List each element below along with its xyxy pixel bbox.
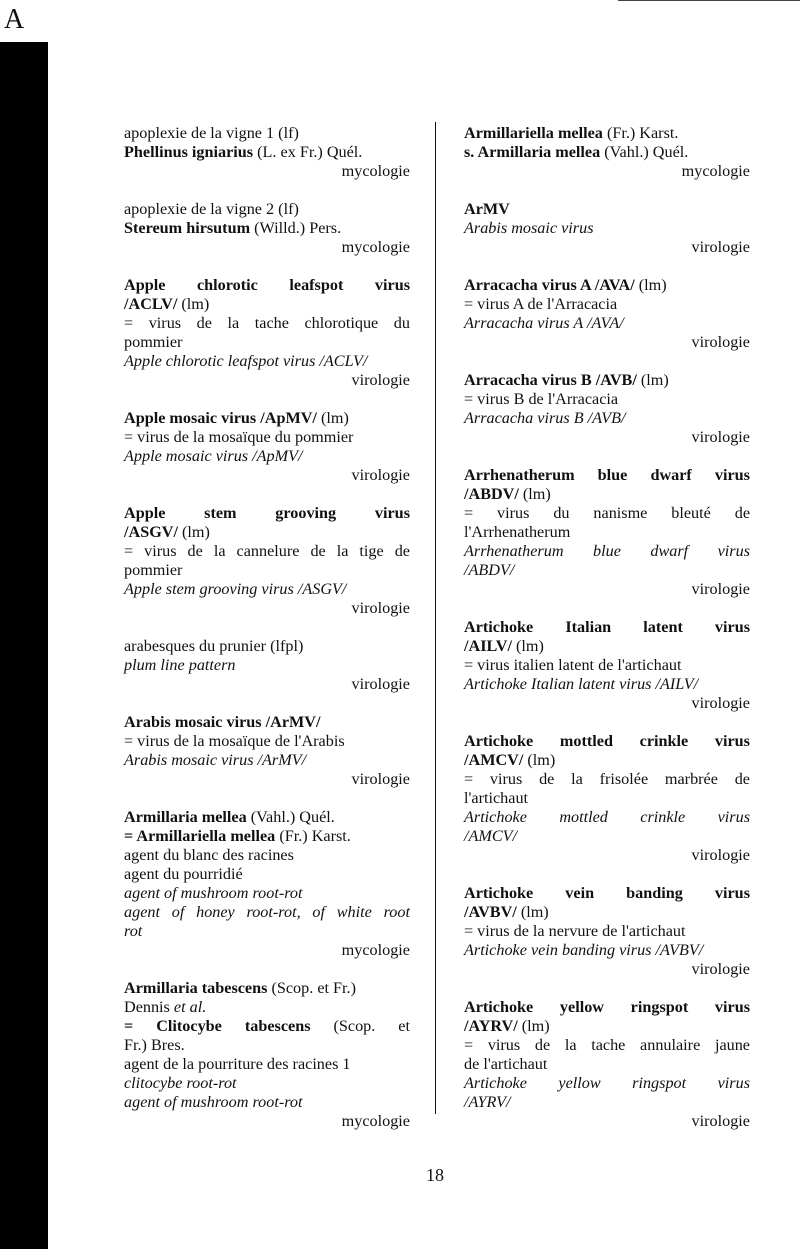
entry-line [124,143,410,162]
entry-line [124,1017,410,1036]
entry-line: Apple chlorotic leafspot virus [124,276,410,294]
glossary-entry [464,371,750,447]
term: = Armillariella mellea [124,827,276,845]
glossary-entry [124,504,410,618]
entry-line: = virus du nanisme bleuté de [464,504,750,522]
entry-line: /AYRV/ [464,1093,511,1111]
entry-text: (Scop. et [310,1017,410,1035]
domain-label: virologie [351,466,410,484]
entry-line [464,637,750,656]
term: s. Armillaria mellea [464,143,601,161]
domain-label: virologie [351,675,410,693]
entry-line [464,143,750,162]
entry-text: et al. [173,998,207,1016]
entry-text: (lm) [636,371,669,389]
entry-line [464,903,750,922]
entry-line: Artichoke vein banding virus /AVBV/ [464,941,704,959]
entry-line [464,1017,750,1036]
entry-text: (lm) [518,485,551,503]
entry-line [124,409,410,428]
entry-text: (Fr.) Karst. [602,124,679,142]
entry-line [124,827,410,846]
entry-line [464,485,750,504]
term: /AMCV/ [464,751,524,769]
glossary-entry [464,618,750,713]
entry-line [124,295,410,314]
entry-line: Arrhenatherum blue dwarf virus [464,542,750,560]
entry-line: /AMCV/ [464,827,518,845]
entry-line: = virus A de l'Arracacia [464,295,618,313]
entry-line: Apple stem grooving virus [124,504,410,522]
entry-text: (Vahl.) Quél. [600,143,689,161]
domain-label: virologie [691,960,750,978]
term: Armillaria tabescens [124,979,268,997]
entry-line: agent de la pourriture des racines 1 [124,1055,351,1073]
domain-label: virologie [691,846,750,864]
glossary-entry [464,124,750,181]
entry-line: pommier [124,333,183,351]
entry-line: Apple stem grooving virus /ASGV/ [124,580,347,598]
entry-line [124,219,410,238]
glossary-entry [464,200,750,257]
glossary-entry [464,884,750,979]
glossary-entry [124,200,410,257]
term: /ABDV/ [464,485,519,503]
entry-line: plum line pattern [124,656,236,674]
glossary-entry [124,637,410,694]
entry-line: Apple chlorotic leafspot virus /ACLV/ [124,352,368,370]
glossary-entry [124,713,410,789]
term: = Clitocybe tabescens [124,1017,311,1035]
left-column [124,124,410,1150]
entry-line: apoplexie de la vigne 1 (lf) [124,124,299,142]
entry-text: (lm) [316,409,349,427]
entry-line [124,808,410,827]
entry-line: = virus italien latent de l'artichaut [464,656,682,674]
section-letter: A [0,0,48,42]
glossary-entry [464,276,750,352]
domain-label: virologie [691,1112,750,1130]
page-number: 18 [426,1165,444,1185]
term: Arracacha virus A /AVA/ [464,276,635,294]
term: /ASGV/ [124,523,178,541]
entry-line: /ABDV/ [464,561,515,579]
entry-line [464,371,750,390]
domain-label: virologie [691,580,750,598]
entry-text: (L. ex Fr.) Quél. [253,143,363,161]
entry-text: (Fr.) Karst. [275,827,351,845]
domain-label: mycologie [341,238,410,256]
glossary-entry [464,732,750,865]
entry-text: (lm) [511,637,544,655]
entry-line: l'artichaut [464,789,529,807]
domain-label: virologie [691,694,750,712]
entry-text: (lm) [634,276,667,294]
entry-line: agent du pourridié [124,865,243,883]
entry-line: clitocybe root-rot [124,1074,237,1092]
entry-line: Arracacha virus B /AVB/ [464,409,626,427]
entry-line: rot [124,922,143,940]
entry-line: = virus de la nervure de l'artichaut [464,922,686,940]
domain-label: mycologie [341,1112,410,1130]
domain-label: mycologie [681,162,750,180]
glossary-entry [124,276,410,390]
entry-line: agent of mushroom root-rot [124,884,303,902]
entry-line: Fr.) Bres. [124,1036,185,1054]
glossary-entry [124,979,410,1131]
glossary-entry [464,466,750,599]
entry-line: de l'artichaut [464,1055,548,1073]
entry-line: Arabis mosaic virus /ArMV/ [124,713,321,731]
entry-text: (lm) [517,1017,550,1035]
domain-label: mycologie [341,162,410,180]
term: Stereum hirsutum [124,219,251,237]
glossary-entry [124,808,410,960]
entry-text: (Scop. et Fr.) [267,979,356,997]
entry-line: agent of honey root-rot, of white root [124,903,410,921]
domain-label: virologie [691,333,750,351]
term: /ACLV/ [124,295,178,313]
thumb-index-bar [0,42,48,1249]
entry-line: Apple mosaic virus /ApMV/ [124,447,303,465]
entry-line: agent of mushroom root-rot [124,1093,303,1111]
entry-line: Arracacha virus A /AVA/ [464,314,624,332]
entry-line: = virus de la cannelure de la tige de [124,542,410,560]
term: Armillariella mellea [464,124,603,142]
term: /AVBV/ [464,903,517,921]
domain-label: virologie [351,599,410,617]
entry-text: (lm) [516,903,549,921]
column-divider [435,122,436,1114]
entry-line: Artichoke mottled crinkle virus [464,808,750,826]
entry-line [124,998,410,1017]
entry-text: (lm) [523,751,556,769]
domain-label: virologie [351,770,410,788]
entry-line [464,751,750,770]
entry-line: Artichoke Italian latent virus /AILV/ [464,675,699,693]
entry-line: Arabis mosaic virus /ArMV/ [124,751,307,769]
entry-line [124,523,410,542]
glossary-entry [464,998,750,1131]
entry-line: Artichoke vein banding virus [464,884,750,902]
entry-line: Artichoke yellow ringspot virus [464,1074,750,1092]
entry-line: ArMV [464,200,510,218]
header-rule [618,0,800,1]
entry-text: (Willd.) Pers. [250,219,342,237]
entry-line [464,124,750,143]
entry-line: = virus de la frisolée marbrée de [464,770,750,788]
entry-line: = virus B de l'Arracacia [464,390,619,408]
entry-line [464,276,750,295]
entry-line: agent du blanc des racines [124,846,294,864]
glossary-entry [124,124,410,181]
entry-line: Arabis mosaic virus [464,219,594,237]
glossary-entry [124,409,410,485]
domain-label: virologie [691,428,750,446]
right-column [464,124,750,1150]
entry-line: = virus de la mosaïque du pommier [124,428,354,446]
entry-line: apoplexie de la vigne 2 (lf) [124,200,299,218]
entry-line: = virus de la tache chlorotique du [124,314,410,332]
term: /AILV/ [464,637,512,655]
entry-text: (lm) [177,523,210,541]
term: Apple mosaic virus /ApMV/ [124,409,317,427]
entry-line: Artichoke yellow ringspot virus [464,998,750,1016]
entry-line: = virus de la mosaïque de l'Arabis [124,732,345,750]
term: Phellinus igniarius [124,143,254,161]
entry-line: Artichoke mottled crinkle virus [464,732,750,750]
entry-line [124,979,410,998]
entry-text: Dennis [124,998,174,1016]
entry-line: pommier [124,561,183,579]
entry-text: (Vahl.) Quél. [246,808,335,826]
entry-text: (lm) [177,295,210,313]
entry-line: Artichoke Italian latent virus [464,618,750,636]
entry-line: Arrhenatherum blue dwarf virus [464,466,750,484]
term: /AYRV/ [464,1017,518,1035]
entry-line: l'Arrhenatherum [464,523,571,541]
domain-label: virologie [351,371,410,389]
domain-label: virologie [691,238,750,256]
term: Armillaria mellea [124,808,247,826]
domain-label: mycologie [341,941,410,959]
entry-line: = virus de la tache annulaire jaune [464,1036,750,1054]
term: Arracacha virus B /AVB/ [464,371,637,389]
entry-line: arabesques du prunier (lfpl) [124,637,304,655]
